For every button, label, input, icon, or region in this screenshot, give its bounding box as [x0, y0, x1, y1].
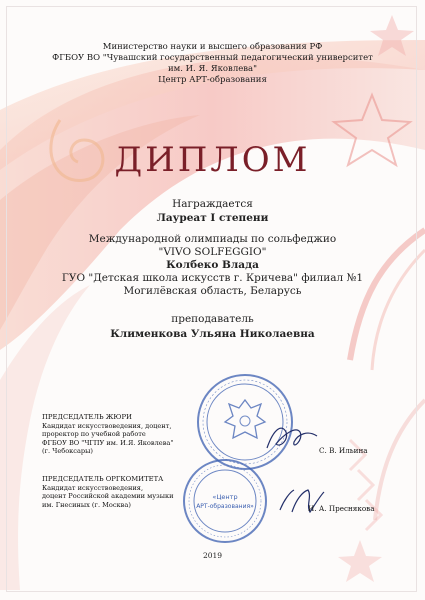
awarded-text: Награждается [172, 198, 253, 210]
signature-line: (г. Чебоксары) [42, 447, 93, 456]
header-line: Министерство науки и высшего образования РФ [102, 42, 323, 52]
signature-line: Кандидат искусствоведения, [42, 483, 144, 492]
center-stamp [182, 458, 268, 544]
issue-year: 2019 [202, 551, 223, 560]
stamp-text: «Центр [212, 493, 238, 501]
header-line: Центр АРТ-образования [158, 75, 267, 85]
header-line: им. И. Я. Яковлева" [167, 64, 258, 74]
jury-signature [262, 418, 322, 458]
signature-heading: ПРЕДСЕДАТЕЛЬ ЖЮРИ [42, 413, 132, 421]
header-line: ФГБОУ ВО "Чувашский государственный педагогический университет [52, 53, 373, 63]
committee-signature [272, 482, 332, 522]
teacher-name: Клименкова Ульяна Николаевна [110, 328, 315, 340]
school-name: ГУО "Детская школа искусств г. Кричева" филиал №1 [61, 272, 364, 284]
signature-line: им. Гнесиных (г. Москва) [42, 500, 131, 509]
jury-chair-block [42, 413, 173, 456]
signature-line: проректор по учебной работе [42, 430, 146, 439]
event-line: "VIVO SOLFEGGIO" [158, 246, 267, 258]
award-block [0, 198, 425, 341]
event-line: Международной олимпиады по сольфеджио [88, 233, 337, 245]
signature-line: ФГБОУ ВО "ЧГПУ им. И.Я. Яковлева" [42, 438, 174, 447]
recipient-name: Колбеко Влада [166, 259, 259, 271]
signature-heading: ПРЕДСЕДАТЕЛЬ ОРГКОМИТЕТА [42, 475, 164, 483]
teacher-label: преподаватель [171, 313, 254, 325]
region: Могилёвская область, Беларусь [123, 285, 302, 297]
award-rank: Лауреат I степени [156, 212, 269, 224]
stamp-text: АРТ-образования» [196, 503, 254, 510]
signature-line: Кандидат искусствоведения, доцент, [42, 421, 172, 430]
committee-chair-block [42, 475, 174, 509]
committee-chair-name: И. А. Преснякова [308, 504, 375, 513]
diploma-title: ДИПЛОМ [114, 140, 311, 180]
issuer-header [0, 42, 425, 86]
jury-chair-name: С. В. Ильина [319, 446, 368, 455]
signature-line: доцент Российской академии музыки [42, 492, 174, 501]
